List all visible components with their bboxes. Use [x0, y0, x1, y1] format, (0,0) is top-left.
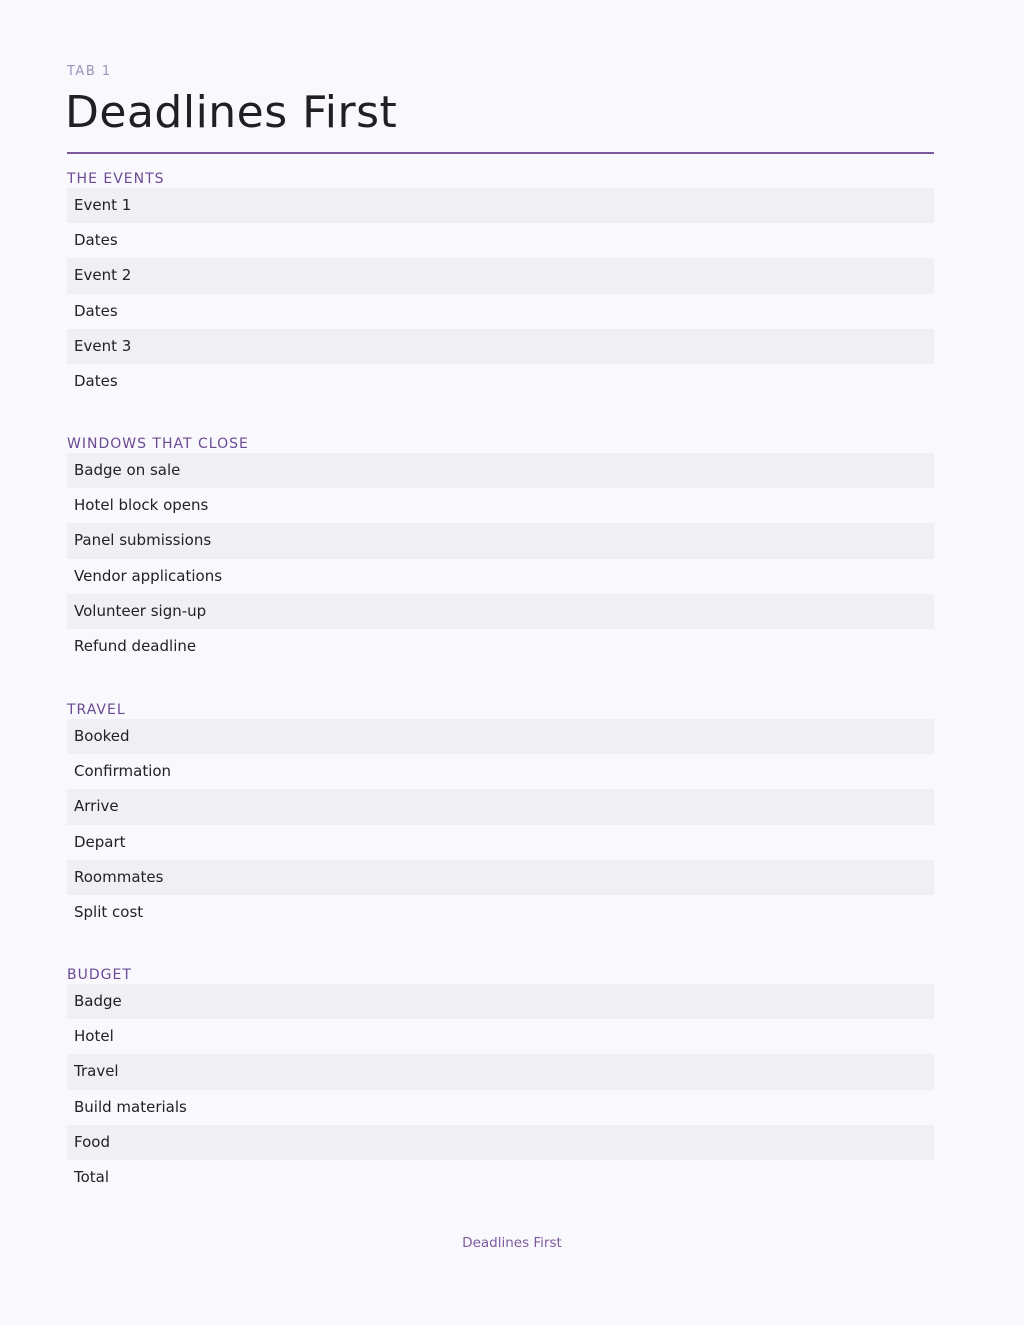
list-item: Event 1	[67, 188, 934, 223]
section-heading: TRAVEL	[67, 702, 126, 718]
list-item: Arrive	[67, 789, 934, 824]
list-item: Build materials	[74, 1097, 187, 1116]
section-rows	[67, 719, 934, 930]
list-item: Event 2	[67, 258, 934, 293]
list-item: Roommates	[67, 860, 934, 895]
section-budget	[67, 966, 934, 1195]
section-rows	[67, 453, 934, 664]
section-rows	[67, 188, 934, 399]
section-heading: THE EVENTS	[67, 171, 165, 187]
section-heading: WINDOWS THAT CLOSE	[67, 436, 249, 452]
list-item: Dates	[74, 231, 118, 250]
section-travel	[67, 701, 934, 930]
list-item: Food	[67, 1125, 934, 1160]
list-item: Depart	[74, 832, 126, 851]
list-item: Badge on sale	[67, 453, 934, 488]
list-item: Travel	[67, 1054, 934, 1089]
tab-label: TAB 1	[67, 64, 112, 79]
section-the-events	[67, 170, 934, 399]
list-item: Vendor applications	[74, 566, 223, 585]
list-item: Dates	[74, 301, 118, 320]
page-footer: Deadlines First	[462, 1235, 562, 1251]
section-rows	[67, 984, 934, 1195]
list-item: Volunteer sign-up	[67, 594, 934, 629]
section-heading: BUDGET	[67, 967, 132, 983]
list-item: Split cost	[74, 902, 144, 921]
list-item: Event 3	[67, 329, 934, 364]
list-item: Hotel block opens	[74, 496, 209, 515]
list-item: Refund deadline	[74, 636, 197, 655]
list-item: Badge	[67, 984, 934, 1019]
list-item: Booked	[67, 719, 934, 754]
title-divider	[67, 152, 934, 154]
list-item: Hotel	[74, 1027, 114, 1046]
list-item: Confirmation	[74, 762, 172, 781]
page-title: Deadlines First	[65, 87, 398, 138]
list-item: Total	[74, 1167, 110, 1186]
list-item: Panel submissions	[67, 523, 934, 558]
section-windows-that-close	[67, 435, 934, 664]
list-item: Dates	[74, 371, 118, 390]
